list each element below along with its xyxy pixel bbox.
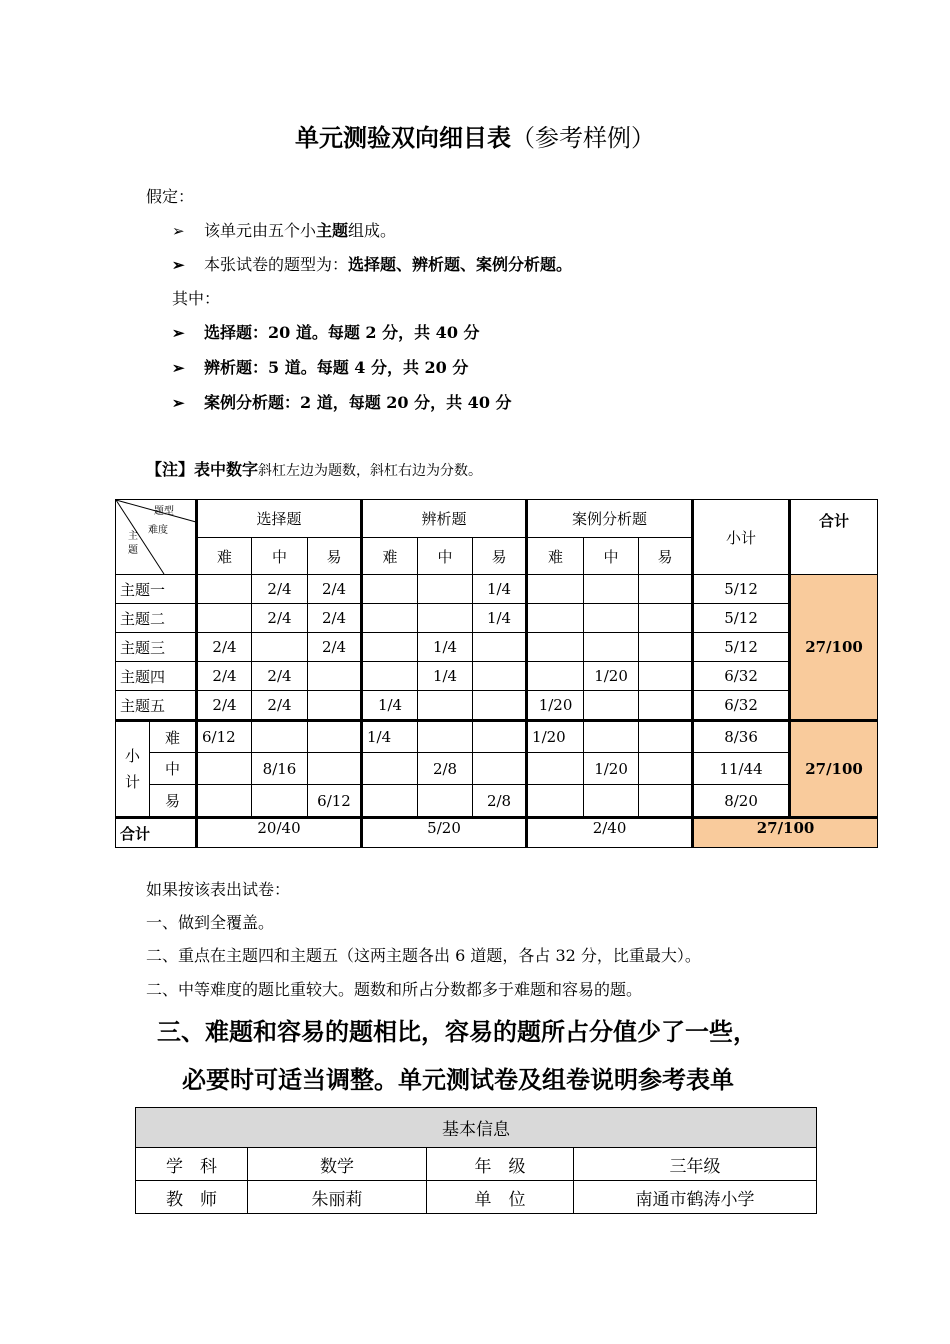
table-cell: [584, 604, 639, 633]
bullet-3-text: 选择题：20 道。每题 2 分，共 40 分: [204, 323, 480, 342]
note-line: [146, 457, 482, 480]
row-subtotal: 6/32: [693, 662, 790, 691]
table-cell: [527, 575, 584, 604]
topic-name: 主题五: [116, 691, 197, 721]
topic-name: 主题一: [116, 575, 197, 604]
table-cell: [527, 633, 584, 662]
table-cell: [584, 721, 639, 753]
bullet-1-post: 组成。: [348, 221, 397, 240]
table-cell: [252, 633, 308, 662]
level-header: 易: [473, 538, 527, 575]
title-bold: 单元测验双向细目表: [295, 124, 511, 152]
level-header: 难: [362, 538, 418, 575]
table-cell: [639, 604, 693, 633]
table-row: [116, 721, 878, 753]
teacher-label: 教 师: [136, 1181, 248, 1214]
table-cell: 2/8: [418, 753, 473, 785]
subtotal-side-label: 小 计: [116, 721, 150, 818]
table-cell: [584, 633, 639, 662]
table-cell: [362, 662, 418, 691]
group-header: 案例分析题: [527, 500, 693, 538]
table-cell: [362, 753, 418, 785]
table-cell: 1/4: [362, 691, 418, 721]
table-cell: [362, 785, 418, 818]
arrow-icon: ➢: [172, 256, 185, 274]
arrow-icon: ➢: [172, 324, 185, 342]
bullet-5-text: 案例分析题：2 道，每题 20 分，共 40 分: [204, 393, 512, 412]
table-cell: 2/4: [197, 691, 252, 721]
table-cell: 1/20: [584, 662, 639, 691]
total-header: 合计: [790, 500, 878, 575]
table-cell: 1/4: [362, 721, 418, 753]
table-cell: 2/4: [252, 575, 308, 604]
bullet-2-pre: 本张试卷的题型为：: [204, 255, 349, 274]
table-cell: [362, 604, 418, 633]
arrow-icon: ➢: [172, 222, 185, 240]
level-header: 难: [527, 538, 584, 575]
table-row: [116, 753, 878, 785]
difficulty-name: 易: [150, 785, 197, 818]
table-footer-row: [116, 818, 878, 848]
table-cell: 2/4: [252, 662, 308, 691]
level-header: 中: [418, 538, 473, 575]
table-cell: 1/4: [418, 662, 473, 691]
basic-info-table: [135, 1107, 817, 1214]
two-way-table: [115, 499, 878, 848]
table-cell: [527, 753, 584, 785]
bullet-1-bold: 主题: [316, 221, 349, 240]
bullet-1: [172, 218, 396, 241]
table-cell: [584, 785, 639, 818]
table-cell: 1/20: [527, 721, 584, 753]
table-cell: 8/16: [252, 753, 308, 785]
difficulty-name: 难: [150, 721, 197, 753]
table-cell: [473, 753, 527, 785]
table-cell: 2/4: [252, 604, 308, 633]
row-subtotal: 8/20: [693, 785, 790, 818]
table-cell: [473, 721, 527, 753]
topic-name: 主题四: [116, 662, 197, 691]
row-subtotal: 11/44: [693, 753, 790, 785]
table-cell: [639, 691, 693, 721]
table-cell: [527, 604, 584, 633]
table-cell: [362, 575, 418, 604]
corner-cell: [116, 500, 197, 575]
table-cell: [418, 721, 473, 753]
corner-topic-label: 主 题: [128, 531, 138, 556]
bullet-2: [172, 252, 572, 275]
table-row: [116, 662, 878, 691]
table-cell: [308, 662, 362, 691]
table-cell: [639, 785, 693, 818]
table-cell: 1/20: [527, 691, 584, 721]
table-cell: [584, 575, 639, 604]
table-cell: 2/4: [197, 662, 252, 691]
after-line-1: 如果按该表出试卷：: [146, 880, 291, 899]
note-text: 斜杠左边为题数，斜杠右边为分数。: [258, 463, 483, 479]
table-cell: 1/20: [584, 753, 639, 785]
corner-type-label: 题型: [154, 506, 174, 517]
table-cell: [527, 662, 584, 691]
table-cell: [252, 785, 308, 818]
corner-difficulty-label: 难度: [148, 525, 168, 536]
unit-label: 单 位: [427, 1181, 574, 1214]
emphasis-line-1: 三、难题和容易的题相比，容易的题所占分值少了一些，: [157, 1018, 757, 1046]
table-cell: [418, 785, 473, 818]
table-cell: 1/4: [473, 575, 527, 604]
level-header: 易: [639, 538, 693, 575]
table-cell: 2/4: [252, 691, 308, 721]
arrow-icon: ➢: [172, 394, 185, 412]
bullet-2-bold: 选择题、辨析题、案例分析题。: [348, 255, 573, 274]
table-cell: 1/4: [473, 604, 527, 633]
table-cell: 2/4: [308, 604, 362, 633]
table-cell: 2/4: [308, 575, 362, 604]
unit-value: 南通市鹤涛小学: [574, 1181, 817, 1214]
level-header: 易: [308, 538, 362, 575]
row-subtotal: 5/12: [693, 604, 790, 633]
topic-name: 主题三: [116, 633, 197, 662]
topics-total: 27/100: [790, 575, 878, 721]
table-cell: [252, 721, 308, 753]
basic-info-header: 基本信息: [136, 1108, 817, 1148]
group-header: 辨析题: [362, 500, 527, 538]
after-line-4: 二、中等难度的题比重较大。题数和所占分数都多于难题和容易的题。: [146, 980, 643, 999]
teacher-value: 朱丽莉: [248, 1181, 427, 1214]
difficulty-name: 中: [150, 753, 197, 785]
title-suffix: （参考样例）: [511, 124, 655, 152]
footer-group-total: 2/40: [527, 818, 693, 848]
bullet-3: [172, 320, 480, 343]
emphasis-line-2: 必要时可适当调整。单元测试卷及组卷说明参考表单: [182, 1066, 734, 1094]
row-subtotal: 5/12: [693, 633, 790, 662]
arrow-icon: ➢: [172, 359, 185, 377]
after-line-3: 二、重点在主题四和主题五（这两主题各出 6 道题，各占 32 分，比重最大）。: [146, 946, 701, 965]
row-subtotal: 5/12: [693, 575, 790, 604]
table-cell: [418, 575, 473, 604]
note-bold: 【注】表中数字: [146, 460, 259, 479]
level-header: 中: [252, 538, 308, 575]
footer-group-total: 5/20: [362, 818, 527, 848]
table-cell: [418, 691, 473, 721]
level-header: 难: [197, 538, 252, 575]
table-cell: 6/12: [308, 785, 362, 818]
subject-value: 数学: [248, 1148, 427, 1181]
table-cell: 2/8: [473, 785, 527, 818]
group-header: 选择题: [197, 500, 362, 538]
level-header: 中: [584, 538, 639, 575]
table-cell: [418, 604, 473, 633]
table-cell: 6/12: [197, 721, 252, 753]
table-row: [116, 785, 878, 818]
grade-value: 三年级: [574, 1148, 817, 1181]
table-cell: [584, 691, 639, 721]
table-cell: [639, 633, 693, 662]
row-subtotal: 6/32: [693, 691, 790, 721]
table-cell: [639, 575, 693, 604]
subtotal-header: 小计: [693, 500, 790, 575]
assume-text: 假定：: [146, 187, 195, 206]
subject-label: 学 科: [136, 1148, 248, 1181]
table-cell: [197, 753, 252, 785]
after-line-2: 一、做到全覆盖。: [146, 913, 275, 932]
table-row: [116, 633, 878, 662]
footer-label: 合计: [116, 818, 197, 848]
bullet-4: [172, 355, 468, 378]
table-cell: [473, 633, 527, 662]
table-cell: [197, 785, 252, 818]
table-cell: [197, 575, 252, 604]
table-cell: [308, 753, 362, 785]
table-cell: [639, 721, 693, 753]
table-row: [116, 575, 878, 604]
page-title: [0, 118, 950, 153]
table-cell: [362, 633, 418, 662]
table-cell: 1/4: [418, 633, 473, 662]
table-cell: [639, 753, 693, 785]
table-cell: [197, 604, 252, 633]
table-cell: [308, 691, 362, 721]
among-text: 其中：: [172, 289, 221, 308]
table-cell: [639, 662, 693, 691]
table-cell: [473, 691, 527, 721]
row-subtotal: 8/36: [693, 721, 790, 753]
table-row: [116, 604, 878, 633]
topic-name: 主题二: [116, 604, 197, 633]
footer-grand-total: 27/100: [693, 818, 878, 848]
table-row: [116, 691, 878, 721]
bullet-1-pre: 该单元由五个小: [204, 221, 317, 240]
grade-label: 年 级: [427, 1148, 574, 1181]
bullet-5: [172, 390, 512, 413]
table-cell: 2/4: [197, 633, 252, 662]
table-cell: [527, 785, 584, 818]
table-cell: 2/4: [308, 633, 362, 662]
table-cell: [308, 721, 362, 753]
bullet-4-text: 辨析题：5 道。每题 4 分，共 20 分: [204, 358, 469, 377]
table-cell: [473, 662, 527, 691]
difficulty-total: 27/100: [790, 721, 878, 818]
footer-group-total: 20/40: [197, 818, 362, 848]
